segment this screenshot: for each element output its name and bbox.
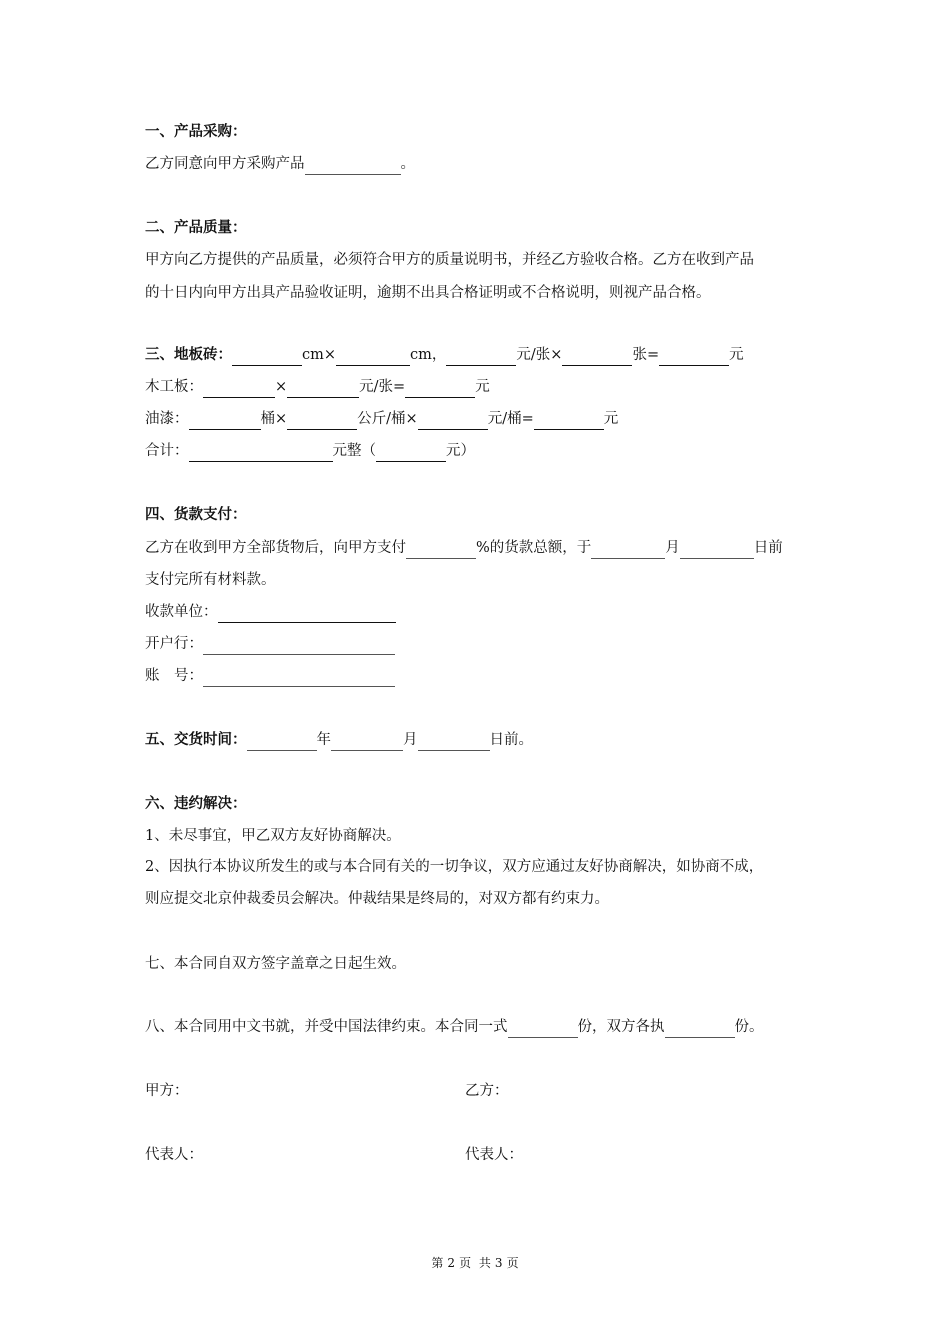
paint-total-blank[interactable] [534,413,604,430]
delivery-year-blank[interactable] [247,734,317,751]
wood-total-blank[interactable] [405,381,475,398]
section-2-line-2: 的十日内向甲方出具产品验收证明，逾期不出具合格证明或不合格说明，则视产品合格。 [145,285,711,301]
tile-total-blank[interactable] [659,349,729,366]
wood-price-blank[interactable] [287,381,359,398]
section-8-row: 八、本合同用中文书就，并受中国法律约束。本合同一式 份，双方各执 份。 [145,1016,764,1038]
section-2-line-1: 甲方向乙方提供的产品质量，必须符合甲方的质量说明书，并经乙方验收合格。乙方在收到产品 [145,252,754,268]
page-number: 2 [447,1256,456,1270]
payment-day-blank[interactable] [680,542,754,559]
section-6-item-2-line-1: 2、因执行本协议所发生的或与本合同有关的一切争议，双方应通过友好协商解决，如协商不成， [145,859,764,875]
party-a-label: 甲方： [145,1083,189,1099]
product-blank[interactable] [305,158,401,175]
total-words-blank[interactable] [189,445,333,462]
payment-percent-blank[interactable] [406,542,476,559]
section-5-row: 五、交货时间： 年 月 日前。 [145,729,533,751]
page-footer: 第 2 页 共 3 页 [431,1256,519,1270]
bank-row: 开户行： [145,633,395,655]
wood-qty-blank[interactable] [203,381,275,398]
payment-month-blank[interactable] [591,542,665,559]
section-6-title: 六、违约解决： [145,795,247,812]
party-b-label: 乙方： [465,1083,509,1099]
paint-price-blank[interactable] [418,413,488,430]
section-4-title: 四、货款支付： [145,506,247,523]
copies-blank[interactable] [508,1021,578,1038]
account-row: 账 号： [145,665,395,687]
section-2-title: 二、产品质量： [145,219,247,236]
payee-row: 收款单位： [145,601,396,623]
total-row: 合计： 元整（ 元） [145,440,475,462]
floor-tile-row: 三、地板砖： cm× cm， 元/张× 张= 元 [145,344,744,366]
delivery-day-blank[interactable] [418,734,490,751]
payee-blank[interactable] [218,606,396,623]
delivery-month-blank[interactable] [331,734,403,751]
tile-qty-blank[interactable] [562,349,632,366]
total-number-blank[interactable] [376,445,446,462]
bank-blank[interactable] [203,638,395,655]
section-6-item-1: 1、未尽事宜，甲乙双方友好协商解决。 [145,828,401,844]
section-1-title: 一、产品采购： [145,123,247,140]
section-4-line-2: 支付完所有材料款。 [145,572,276,588]
paint-kg-blank[interactable] [287,413,357,430]
copies-each-blank[interactable] [665,1021,735,1038]
page-count: 3 [494,1256,503,1270]
representative-b-label: 代表人： [465,1147,523,1163]
tile-width-blank[interactable] [336,349,410,366]
paint-row: 油漆： 桶× 公斤/桶× 元/桶= 元 [145,408,618,430]
tile-length-blank[interactable] [232,349,302,366]
tile-price-blank[interactable] [446,349,516,366]
section-7-text: 七、本合同自双方签字盖章之日起生效。 [145,956,406,972]
account-blank[interactable] [203,670,395,687]
section-1-text: 乙方同意向甲方采购产品 。 [145,153,415,175]
representative-a-label: 代表人： [145,1147,203,1163]
paint-buckets-blank[interactable] [189,413,261,430]
section-4-line-1: 乙方在收到甲方全部货物后，向甲方支付 %的货款总额，于 月 日前 [145,537,783,559]
wood-board-row: 木工板： × 元/张= 元 [145,376,490,398]
section-6-item-2-line-2: 则应提交北京仲裁委员会解决。仲裁结果是终局的，对双方都有约束力。 [145,891,609,907]
